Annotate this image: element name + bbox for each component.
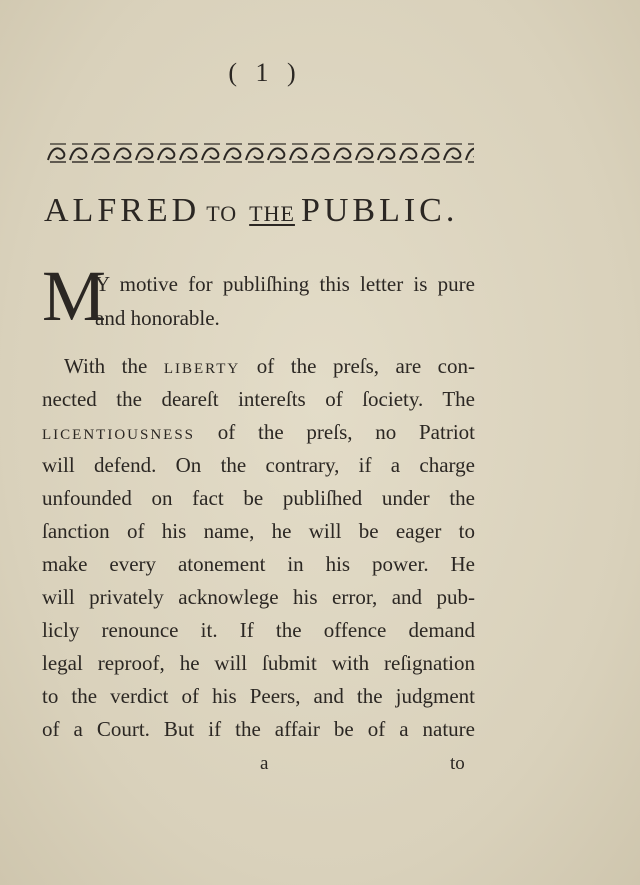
page-number: ( 1 )	[228, 58, 302, 87]
text-line: will privately acknowlege his error, and pub-	[42, 585, 475, 609]
text-line: of a Court. But if the affair be of a nature	[42, 717, 475, 741]
title-word-to: TO	[206, 201, 238, 226]
title-word-alfred: ALFRED	[44, 192, 201, 229]
text-segment: of the preſs, no Patriot	[195, 420, 475, 444]
ornamental-border	[46, 140, 474, 166]
text-line: licly renounce it. If the offence demand	[42, 618, 475, 642]
text-line: nected the deareſt intereſts of ſociety. The	[42, 387, 475, 411]
title-word-the: THE	[249, 201, 295, 226]
text-line: Y motive for publiſhing this letter is pure	[95, 272, 475, 296]
text-line: unfounded on fact be publiſhed under the	[42, 486, 475, 510]
text-line	[42, 420, 475, 444]
page-title	[44, 192, 484, 230]
text-segment: With the	[64, 354, 164, 378]
small-caps-liberty: liberty	[163, 354, 241, 378]
text-segment: of the preſs, are con-	[240, 354, 475, 378]
text-line: and honorable.	[95, 306, 220, 330]
text-line: to the verdict of his Peers, and the judgment	[42, 684, 475, 708]
text-line: will defend. On the contrary, if a charge	[42, 453, 475, 477]
text-line: ſanction of his name, he will be eager to	[42, 519, 475, 543]
text-line: make every atonement in his power. He	[42, 552, 475, 576]
title-word-public: PUBLIC.	[300, 192, 459, 229]
text-line	[64, 354, 475, 378]
drop-cap: M	[42, 256, 107, 336]
text-line: legal reproof, he will ſubmit with reſignation	[42, 651, 475, 675]
signature-mark: a	[260, 753, 269, 774]
catchword: to	[450, 753, 465, 774]
small-caps-licentiousness: licentiousness	[42, 420, 196, 444]
